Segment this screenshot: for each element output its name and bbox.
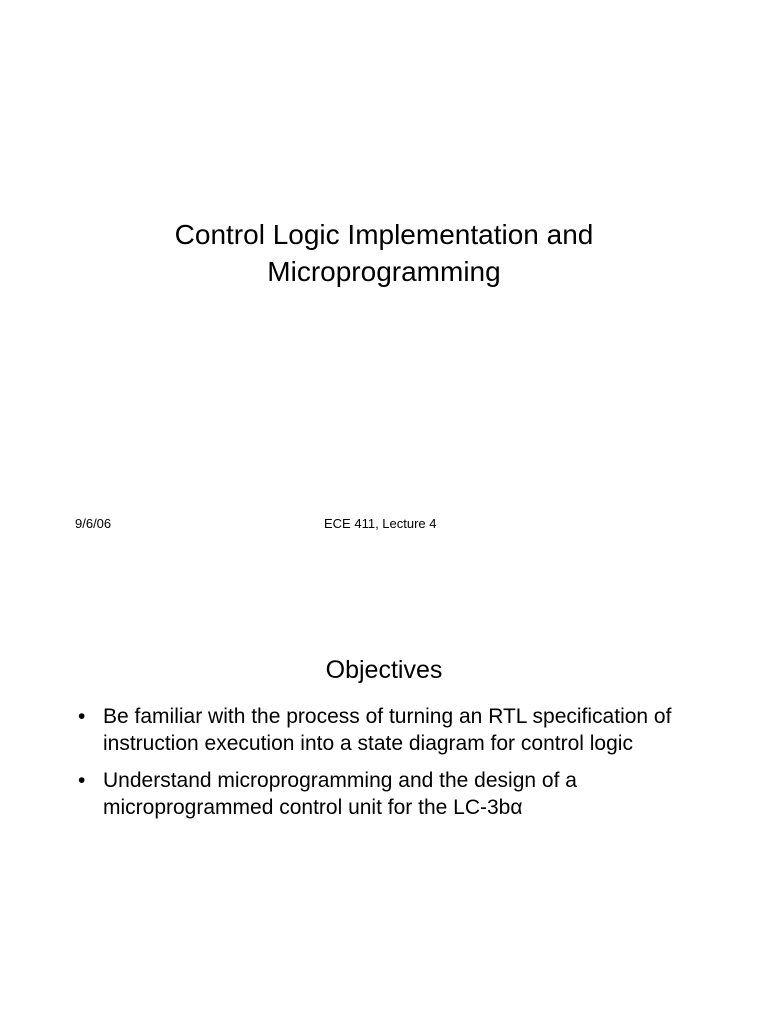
footer-course: ECE 411, Lecture 4 [324,516,437,531]
slide-title-line-1: Control Logic Implementation and [174,219,594,250]
objectives-heading: Objectives [325,656,443,684]
list-item [78,703,698,757]
footer-date: 9/6/06 [75,516,112,531]
list-item [78,767,698,821]
slide-title [0,216,768,290]
bullet-icon: • [78,769,86,792]
objectives-list [78,703,698,831]
bullet-text: Be familiar with the process of turning an RTL specification of instruction execution into a state diagram for control logic [103,705,672,755]
bullet-icon: • [78,705,86,728]
bullet-text: Understand microprogramming and the design of a microprogrammed control unit for the LC-3bα [103,769,577,819]
slide-title-line-2: Microprogramming [267,256,501,287]
